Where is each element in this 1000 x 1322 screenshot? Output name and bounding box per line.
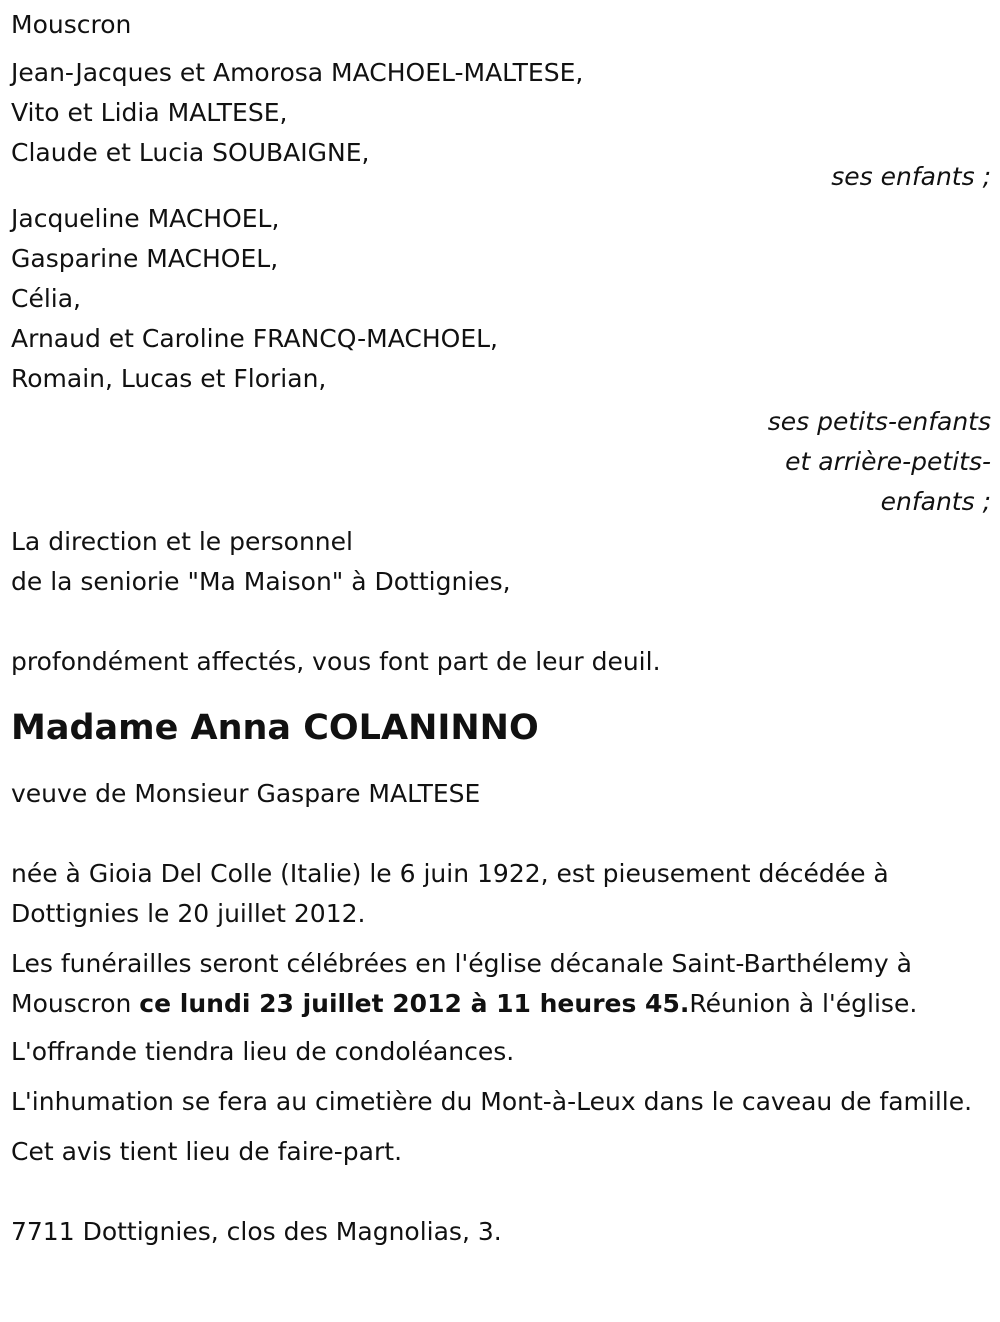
- children-relation: ses enfants ;: [831, 162, 991, 191]
- institution-line: La direction et le personnel: [11, 527, 353, 556]
- address: 7711 Dottignies, clos des Magnolias, 3.: [11, 1217, 502, 1246]
- relation-line: et arrière-petits-: [785, 447, 991, 476]
- funeral-details: [11, 944, 991, 1024]
- grandchild-line: Romain, Lucas et Florian,: [11, 364, 327, 393]
- child-line: Vito et Lidia MALTESE,: [11, 98, 288, 127]
- grandchild-line: Gasparine MACHOEL,: [11, 244, 279, 273]
- announcement: profondément affectés, vous font part de leur deuil.: [11, 647, 661, 676]
- funeral-date: ce lundi 23 juillet 2012 à 11 heures 45.: [139, 989, 690, 1018]
- obituary-notice: [11, 5, 991, 1252]
- institution-block: [11, 522, 991, 602]
- children-block: [11, 53, 991, 173]
- grandchild-line: Jacqueline MACHOEL,: [11, 204, 280, 233]
- burial: L'inhumation se fera au cimetière du Mont-à-Leux dans le caveau de famille.: [11, 1087, 973, 1116]
- institution-line: de la seniorie "Ma Maison" à Dottignies,: [11, 567, 511, 596]
- birth-death: née à Gioia Del Colle (Italie) le 6 juin 1922, est pieusement décédée à Dottignies le 20 juillet 2012.: [11, 859, 889, 928]
- notice: Cet avis tient lieu de faire-part.: [11, 1137, 403, 1166]
- child-line: Jean-Jacques et Amorosa MACHOEL-MALTESE,: [11, 58, 584, 87]
- grandchild-line: Arnaud et Caroline FRANCQ-MACHOEL,: [11, 324, 498, 353]
- funeral-text: Les funérailles seront célébrées en l'église décanale Saint-Barthélemy à Mouscron: [11, 949, 912, 1018]
- deceased-name: Madame Anna COLANINNO: [11, 708, 539, 748]
- relation-line: ses petits-enfants: [767, 407, 991, 436]
- relation-line: enfants ;: [880, 487, 991, 516]
- offering: L'offrande tiendra lieu de condoléances.: [11, 1037, 515, 1066]
- child-line: Claude et Lucia SOUBAIGNE,: [11, 138, 370, 167]
- grandchild-line: Célia,: [11, 284, 81, 313]
- grandchildren-block: [11, 199, 991, 399]
- widow-of: veuve de Monsieur Gaspare MALTESE: [11, 779, 481, 808]
- grandchildren-relation: [11, 402, 991, 522]
- funeral-meeting: Réunion à l'église.: [689, 989, 918, 1018]
- city: Mouscron: [11, 10, 132, 39]
